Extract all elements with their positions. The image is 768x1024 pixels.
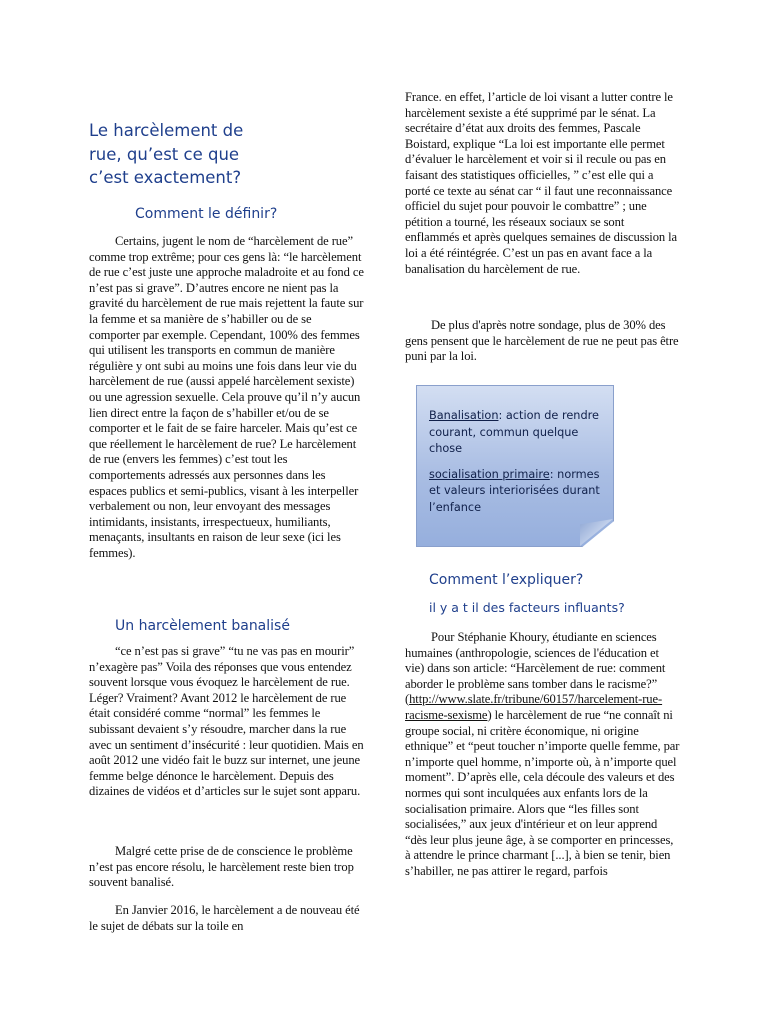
title-line: Le harcèlement de bbox=[89, 121, 244, 140]
term-socialisation-primaire: socialisation primaire bbox=[429, 467, 550, 481]
definition-banalisation-text: : action de rendre courant, commun quelque chose bbox=[429, 409, 599, 455]
khoury-text-before: Pour Stéphanie Khoury, étudiante en sciences humaines (anthropologie, sciences de l'éducation et vie) dans son article: “Harcèlement de rue: comment aborder le problème sans tomber dans le racisme?” ( bbox=[405, 630, 666, 707]
paragraph-definition: Certains, jugent le nom de “harcèlement de rue” comme trop extrême; pour ces gens là: “le harcèlement de rue c’est juste une approche maladroite et au fond ce n’est pas si grave”. D’autres encore ne nient pas la gravité du harcèlement de rue mais rejettent la faute sur la femme et sa manière de s’habiller ou de se comporter par exemple. Cependant, 100% des femmes qui utilisent les transports en commun de manière régulière y ont subi au moins une fois dans leur vie du harcèlement de rue (aussi appelé harcèlement sexiste) ou une agression sexuelle. Cela prouve qu’il n’y aucun lien direct entre la façon de s’habiller et/ou de se comporter et le fait de se faire harceler. Mais qu’est ce que réellement le harcèlement de rue? Le harcèlement de rue (envers les femmes) c’est tout les comportements adressés aux personnes dans les espaces publics et semi-publics, visant à les interpeller verbalement ou non, leur envoyant des messages intimidants, insistants, irrespectueux, humiliants, menaçants, insultants en raison de leur sexe (ici les femmes). bbox=[89, 234, 364, 560]
definitions-callout-text bbox=[429, 408, 609, 516]
heading-banalise: Un harcèlement banalisé bbox=[115, 618, 290, 634]
definition-socialisation bbox=[429, 467, 609, 517]
definition-banalisation bbox=[429, 408, 609, 458]
heading-expliquer: Comment l’expliquer? bbox=[429, 572, 584, 588]
paragraph-prise-conscience: Malgré cette prise de de conscience le problème n’est pas encore résolu, le harcèlement reste bien trop souvent banalisé. bbox=[89, 844, 354, 890]
title-line: rue, qu’est ce que bbox=[89, 144, 240, 164]
khoury-text-after: ) le harcèlement de rue “ne connaît ni groupe social, ni critère économique, ni origine ethnique” et “peut toucher n’importe quelle femme, par n’importe quel homme, n’importe où, à n’importe quel moment”. D’après elle, cela découle des valeurs et des normes qui sont inculquées aux enfants lors de la socialisation primaire. Alors que “les filles sont socialisées,” aux jeux d'intérieur et on leur apprend “dès leur plus jeune âge, à se comporter en princesses, à attendre le prince charmant [...], à bien se tenir, bien s’habiller, ne pas attirer le regard, parfois bbox=[405, 707, 680, 878]
paragraph-khoury bbox=[405, 630, 680, 880]
paragraph-sondage: De plus d'après notre sondage, plus de 30% des gens pensent que le harcèlement de rue ne peut pas être puni par la loi. bbox=[405, 318, 679, 364]
definition-socialisation-text: : normes et valeurs interiorisées durant l’enfance bbox=[429, 467, 600, 514]
paragraph-janvier-2016: En Janvier 2016, le harcèlement a de nouveau été le sujet de débats sur la toile en bbox=[89, 903, 360, 933]
article-title bbox=[89, 119, 243, 190]
title-line: c’est exactement? bbox=[89, 168, 242, 187]
slate-article-link[interactable]: http://www.slate.fr/tribune/60157/harcelement-rue-racisme-sexisme bbox=[405, 692, 663, 722]
paragraph-banalise: “ce n’est pas si grave” “tu ne vas pas en mourir” n’exagère pas” Voila des réponses que vous entendez souvent lorsque vous évoquez le harcèlement de rue. Léger? Vraiment? Avant 2012 le harcèlement de rue était considéré comme “normal” les femmes le subissant devaient s’y résoudre, marcher dans la rue avec un sentiment d’insécurité : leur quotidien. Mais en août 2012 une vidéo fait le buzz sur internet, une jeune femme belge dénonce le harcèlement. Depuis des dizaines de vidéos et d’articles sur le sujet sont apparu. bbox=[89, 644, 364, 799]
heading-definir: Comment le définir? bbox=[135, 206, 278, 222]
heading-facteurs: il y a t il des facteurs influants? bbox=[429, 600, 625, 615]
paragraph-loi-senat: France. en effet, l’article de loi visant a lutter contre le harcèlement sexiste a été supprimé par le sénat. La secrétaire d’état aux droits des femmes, Pascale Boistard, explique “La loi est importante elle permet d’évaluer le harcèlement et voir si il recule ou pas en faisant des statistiques officielles, ” c’est elle qui a porté ce texte au sénat car “ il faut une reconnaissance officiel du sujet pour pouvoir le combattre” ; une pétition a tourné, les réseaux sociaux se sont enflammés et après quelques semaines de discussion la loi a été réintégrée. C’est un pas en avant face a la banalisation du harcèlement de rue. bbox=[405, 90, 678, 276]
term-banalisation: Banalisation bbox=[429, 409, 499, 422]
